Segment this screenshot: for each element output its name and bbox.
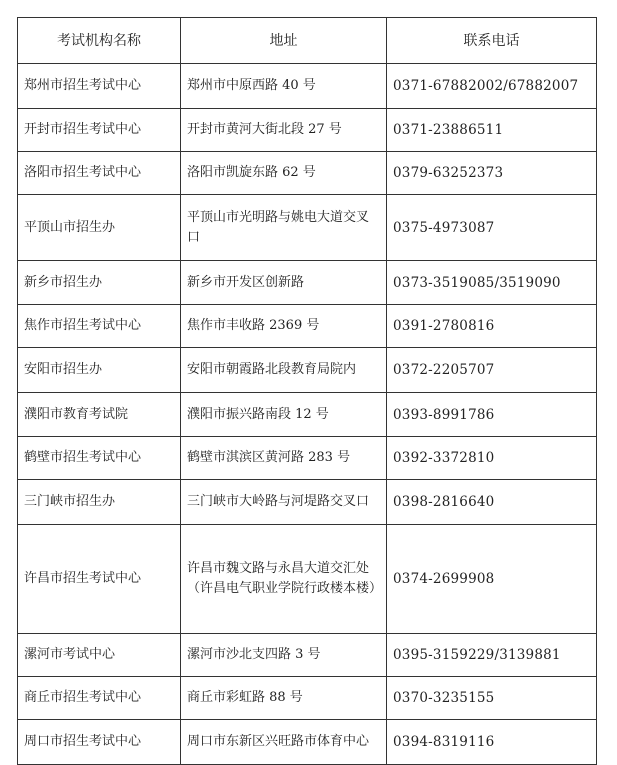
- header-address: 地址: [181, 18, 387, 64]
- phone-cell: 0398-2816640: [387, 480, 597, 525]
- address-cell: 鹤壁市淇滨区黄河路 283 号: [181, 437, 387, 480]
- institution-name-cell: 新乡市招生办: [18, 261, 181, 305]
- table-row: [18, 480, 597, 525]
- address-cell: 周口市东新区兴旺路市体育中心: [181, 720, 387, 765]
- header-institution-name: 考试机构名称: [18, 18, 181, 64]
- phone-cell: 0395-3159229/3139881: [387, 634, 597, 677]
- table-row: [18, 261, 597, 305]
- address-cell: 焦作市丰收路 2369 号: [181, 305, 387, 348]
- table-header-row: [18, 18, 597, 64]
- institution-name-cell: 商丘市招生考试中心: [18, 677, 181, 720]
- address-cell: 濮阳市振兴路南段 12 号: [181, 393, 387, 437]
- institution-name-cell: 周口市招生考试中心: [18, 720, 181, 765]
- institution-name-cell: 漯河市考试中心: [18, 634, 181, 677]
- table-row: [18, 195, 597, 261]
- table-row: [18, 634, 597, 677]
- table-row: [18, 348, 597, 393]
- header-phone: 联系电话: [387, 18, 597, 64]
- address-cell: 郑州市中原西路 40 号: [181, 64, 387, 109]
- institution-name-cell: 三门峡市招生办: [18, 480, 181, 525]
- phone-cell: 0372-2205707: [387, 348, 597, 393]
- address-cell: 新乡市开发区创新路: [181, 261, 387, 305]
- address-cell: 漯河市沙北支四路 3 号: [181, 634, 387, 677]
- institution-name-cell: 焦作市招生考试中心: [18, 305, 181, 348]
- phone-cell: 0373-3519085/3519090: [387, 261, 597, 305]
- table-row: [18, 64, 597, 109]
- table-row: [18, 305, 597, 348]
- table-row: [18, 437, 597, 480]
- address-cell: 平顶山市光明路与姚电大道交叉口: [181, 195, 387, 261]
- table-row: [18, 525, 597, 634]
- phone-cell: 0393-8991786: [387, 393, 597, 437]
- address-cell: 许昌市魏文路与永昌大道交汇处（许昌电气职业学院行政楼本楼）: [181, 525, 387, 634]
- table-row: [18, 677, 597, 720]
- table-row: [18, 152, 597, 195]
- table-row: [18, 393, 597, 437]
- institution-name-cell: 平顶山市招生办: [18, 195, 181, 261]
- institution-name-cell: 许昌市招生考试中心: [18, 525, 181, 634]
- address-cell: 安阳市朝霞路北段教育局院内: [181, 348, 387, 393]
- phone-cell: 0394-8319116: [387, 720, 597, 765]
- address-cell: 三门峡市大岭路与河堤路交叉口: [181, 480, 387, 525]
- institution-name-cell: 鹤壁市招生考试中心: [18, 437, 181, 480]
- phone-cell: 0375-4973087: [387, 195, 597, 261]
- address-cell: 开封市黄河大街北段 27 号: [181, 109, 387, 152]
- phone-cell: 0374-2699908: [387, 525, 597, 634]
- exam-institutions-table: [17, 17, 597, 765]
- phone-cell: 0370-3235155: [387, 677, 597, 720]
- phone-cell: 0391-2780816: [387, 305, 597, 348]
- address-cell: 商丘市彩虹路 88 号: [181, 677, 387, 720]
- phone-cell: 0371-23886511: [387, 109, 597, 152]
- phone-cell: 0392-3372810: [387, 437, 597, 480]
- institution-name-cell: 安阳市招生办: [18, 348, 181, 393]
- phone-cell: 0371-67882002/67882007: [387, 64, 597, 109]
- table-row: [18, 109, 597, 152]
- institution-name-cell: 濮阳市教育考试院: [18, 393, 181, 437]
- table-row: [18, 720, 597, 765]
- institution-name-cell: 洛阳市招生考试中心: [18, 152, 181, 195]
- institution-name-cell: 开封市招生考试中心: [18, 109, 181, 152]
- institution-name-cell: 郑州市招生考试中心: [18, 64, 181, 109]
- phone-cell: 0379-63252373: [387, 152, 597, 195]
- address-cell: 洛阳市凯旋东路 62 号: [181, 152, 387, 195]
